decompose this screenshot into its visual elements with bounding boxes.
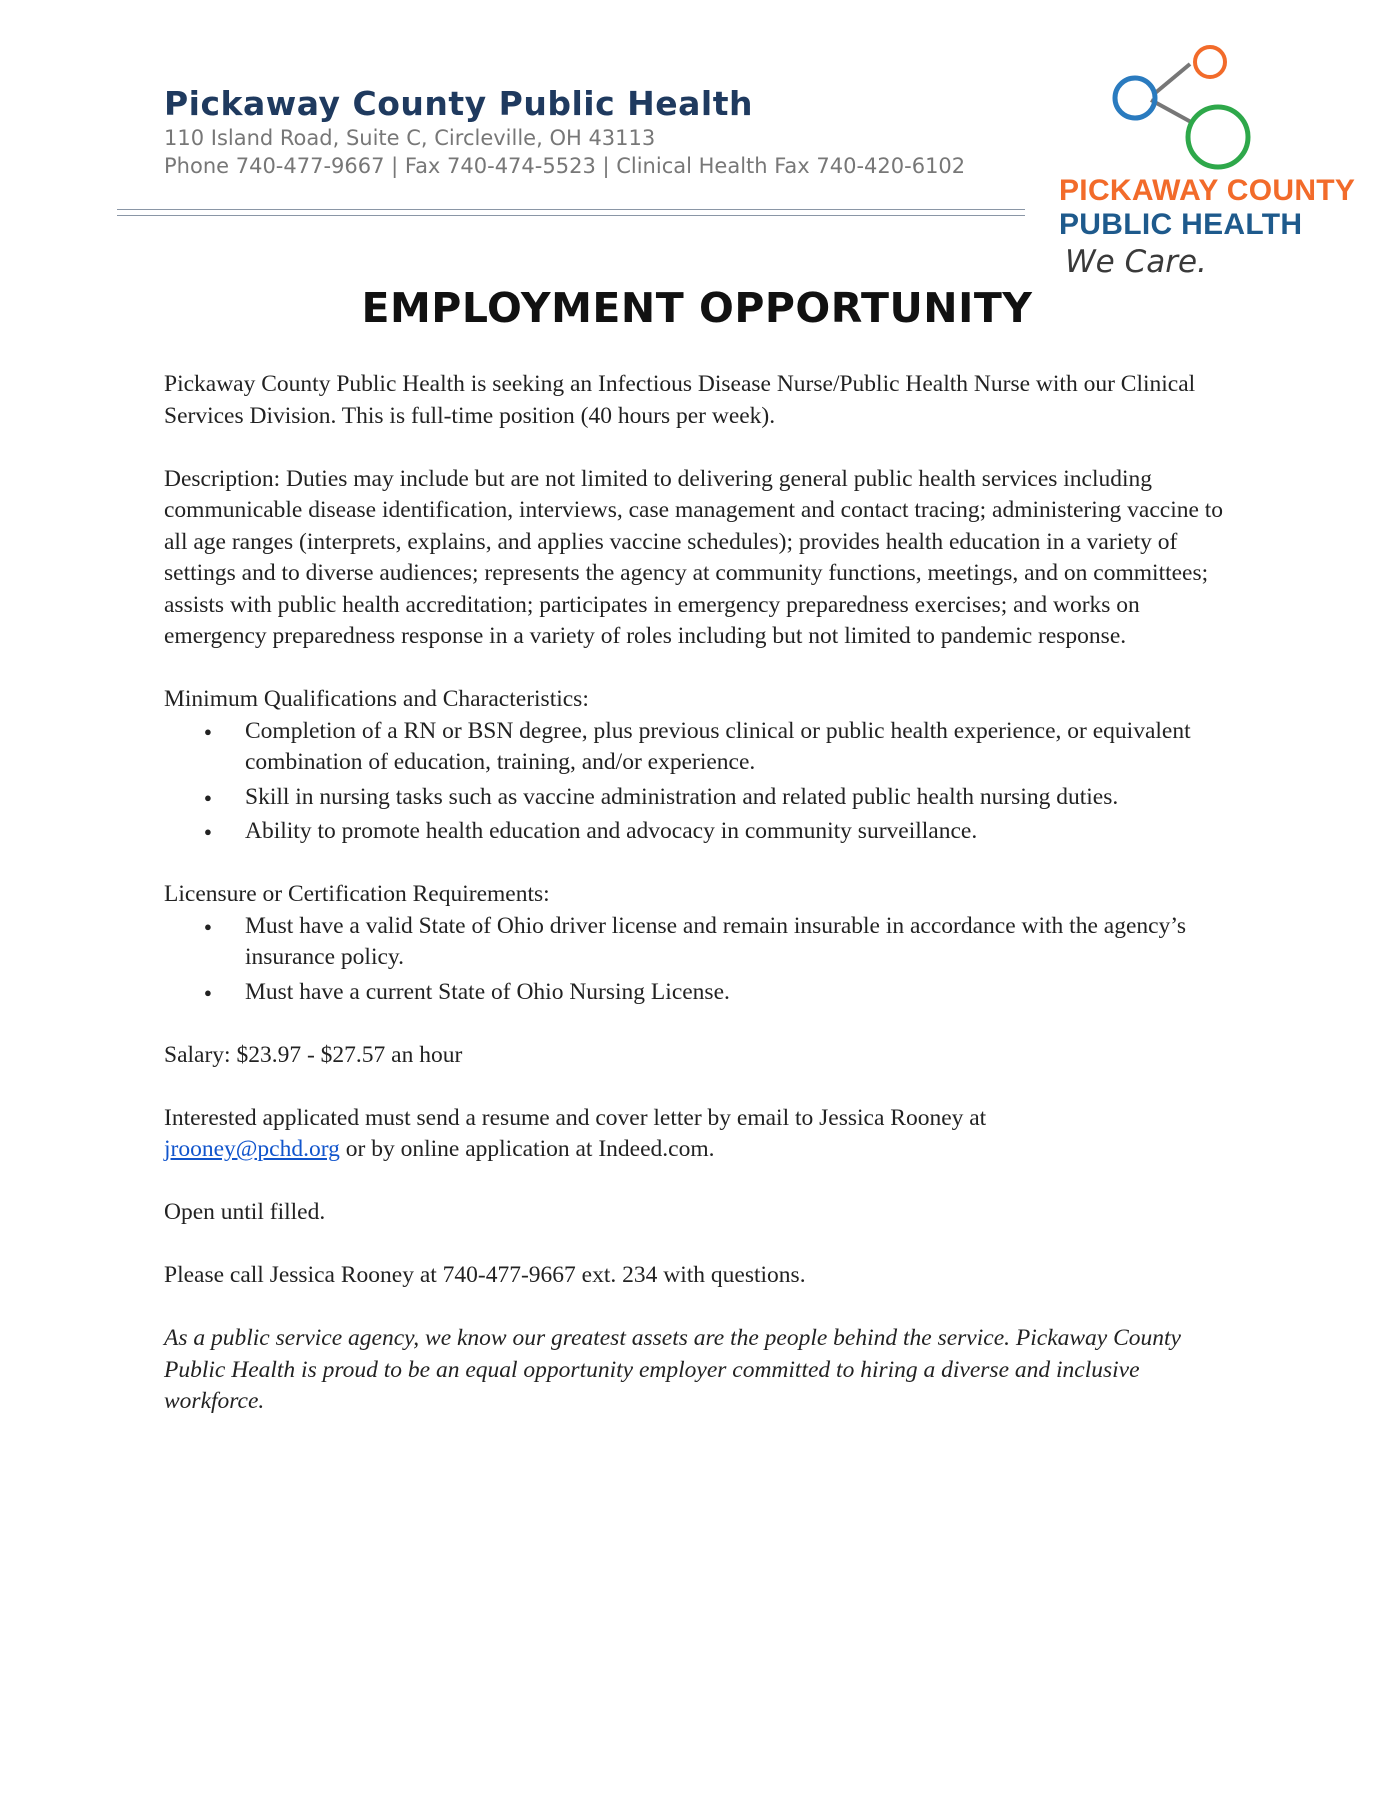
list-item: ● Skill in nursing tasks such as vaccine administration and related public health nursing duties. bbox=[164, 782, 1244, 814]
apply-text: Interested applicated must send a resume and cover letter by email to Jessica Rooney at bbox=[164, 1104, 987, 1131]
open-until-line: Open until filled. bbox=[164, 1199, 326, 1225]
logo-orange-circle bbox=[1195, 47, 1225, 77]
intro-paragraph: Pickaway County Public Health is seeking an Infectious Disease Nurse/Public Health Nurse with our Clinical Services Division. This is full-time position (40 hours per week). bbox=[164, 371, 1196, 429]
logo-connector-1 bbox=[1154, 64, 1190, 94]
salary-line: Salary: $23.97 - $27.57 an hour bbox=[164, 1041, 463, 1068]
logo-connector-2 bbox=[1151, 100, 1191, 122]
apply-suffix: or by online application at Indeed.com. bbox=[339, 1136, 715, 1162]
questions-line: Please call Jessica Rooney at 740-477-9667 ext. 234 with questions. bbox=[164, 1262, 806, 1288]
licensure-list bbox=[164, 911, 1244, 1009]
header-divider-bottom bbox=[117, 215, 1025, 216]
logo-line-1: PICKAWAY COUNTY bbox=[1059, 174, 1356, 207]
logo-line-2: PUBLIC HEALTH bbox=[1059, 208, 1303, 241]
job-posting-body bbox=[164, 369, 1244, 1449]
description-paragraph: Description: Duties may include but are not limited to delivering general public health services including communicable disease identification, interviews, case management and contact tracing; administering vaccine to all age ranges (interprets, explains, and applies vaccine schedules); provides health education in a variety of settings and to diverse audiences; represents the agency at community functions, meetings, and on committees; assists with public health accreditation; participates in emergency preparedness exercises; and works on emergency preparedness response in a variety of roles including but not limited to pandemic response. bbox=[164, 465, 1224, 649]
logo-blue-circle bbox=[1115, 78, 1155, 118]
connected-circles-icon bbox=[1055, 40, 1355, 180]
org-name: Pickaway County Public Health bbox=[164, 84, 753, 123]
list-item: ● Ability to promote health education and advocacy in community surveillance. bbox=[164, 816, 1244, 848]
eeo-statement: As a public service agency, we know our greatest assets are the people behind the service. Pickaway County Public Health is proud to be an equal opportunity employer committed to hiring a diverse and inclusive workforce. bbox=[164, 1325, 1181, 1414]
email-link[interactable]: jrooney@pchd.org bbox=[164, 1136, 340, 1162]
qualifications-heading: Minimum Qualifications and Characteristics: bbox=[164, 686, 589, 712]
licensure-heading: Licensure or Certification Requirements: bbox=[164, 881, 550, 907]
header-divider-top bbox=[117, 209, 1025, 210]
org-address: 110 Island Road, Suite C, Circleville, OH 43113 bbox=[164, 126, 656, 150]
qualifications-list bbox=[164, 716, 1244, 848]
page-title: EMPLOYMENT OPPORTUNITY bbox=[361, 284, 1033, 332]
org-logo bbox=[1055, 40, 1355, 285]
list-item: ● Completion of a RN or BSN degree, plus previous clinical or public health experience, or equivalent combination of education, training, and/or experience. bbox=[164, 716, 1244, 779]
apply-paragraph bbox=[164, 1103, 1244, 1166]
logo-green-circle bbox=[1188, 107, 1248, 167]
org-contact-line: Phone 740-477-9667 | Fax 740-474-5523 | Clinical Health Fax 740-420-6102 bbox=[164, 154, 966, 178]
logo-tagline: We Care. bbox=[1065, 244, 1207, 280]
letterhead bbox=[164, 84, 1044, 180]
list-item: ● Must have a valid State of Ohio driver license and remain insurable in accordance with the agency’s insurance policy. bbox=[164, 911, 1244, 974]
list-item: ● Must have a current State of Ohio Nursing License. bbox=[164, 977, 1244, 1009]
